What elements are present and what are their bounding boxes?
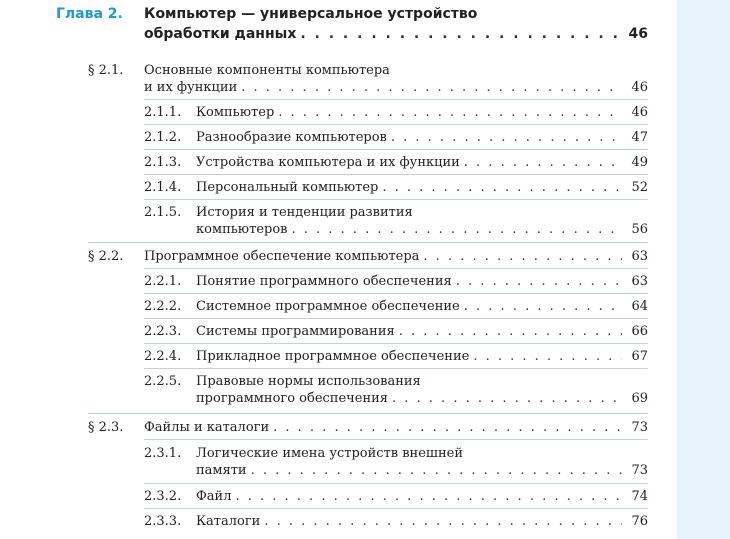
subsection-title: Устройства компьютера и их функции	[196, 155, 460, 170]
subsection-number: 2.2.5.	[144, 374, 182, 389]
row-divider	[144, 199, 648, 200]
subsection-page: 67	[631, 349, 648, 364]
toc-subsection[interactable]	[144, 298, 648, 315]
section-page: 46	[631, 80, 648, 95]
row-divider	[144, 149, 648, 150]
leader-dots	[392, 390, 622, 407]
leader-dots	[456, 273, 622, 290]
leader-dots	[464, 154, 622, 171]
subsection-number: 2.1.5.	[144, 205, 182, 220]
leader-dots	[464, 298, 622, 315]
subsection-title: Понятие программного обеспечения	[196, 274, 452, 289]
leader-dots	[382, 179, 622, 196]
section-page: 73	[631, 420, 648, 435]
chapter-title-cont: обработки данных	[144, 26, 297, 42]
section-number: § 2.2.	[88, 249, 124, 264]
row-divider	[88, 413, 648, 414]
leader-dots	[391, 129, 622, 146]
row-divider	[144, 483, 648, 484]
subsection-page: 49	[631, 155, 648, 170]
row-divider	[144, 368, 648, 369]
subsection-title: Прикладное программное обеспечение	[196, 349, 470, 364]
section-title: Основные компоненты компьютера	[144, 63, 390, 78]
subsection-page: 63	[631, 274, 648, 289]
toc-subsection[interactable]	[144, 373, 648, 407]
subsection-title: Логические имена устройств внешней	[196, 446, 463, 461]
toc-subsection[interactable]	[144, 204, 648, 238]
subsection-page: 76	[631, 514, 648, 529]
leader-dots	[473, 348, 622, 365]
leader-dots	[235, 488, 622, 505]
section-title: Программное обеспечение компьютера	[144, 249, 420, 264]
subsection-title: Правовые нормы использования	[196, 374, 421, 389]
leader-dots	[273, 419, 622, 436]
subsection-number: 2.2.2.	[144, 299, 182, 314]
toc-subsection[interactable]	[144, 179, 648, 196]
subsection-title: История и тенденции развития	[196, 205, 413, 220]
subsection-title-cont: компьютеров	[196, 222, 288, 237]
subsection-title-cont: памяти	[196, 463, 247, 478]
leader-dots	[278, 104, 622, 121]
toc-section[interactable]	[88, 248, 648, 265]
toc-section[interactable]	[88, 419, 648, 436]
row-divider	[144, 99, 648, 100]
section-title: Файлы и каталоги	[144, 420, 270, 435]
leader-dots	[251, 462, 622, 479]
row-divider	[144, 439, 648, 440]
subsection-number: 2.1.4.	[144, 180, 182, 195]
subsection-page: 56	[631, 222, 648, 237]
subsection-number: 2.3.2.	[144, 489, 182, 504]
toc-subsection[interactable]	[144, 348, 648, 365]
leader-dots	[423, 248, 622, 265]
section-number: § 2.1.	[88, 63, 124, 78]
subsection-page: 69	[631, 391, 648, 406]
row-divider	[144, 124, 648, 125]
row-divider	[144, 318, 648, 319]
toc-subsection[interactable]	[144, 154, 648, 171]
subsection-page: 73	[631, 463, 648, 478]
subsection-number: 2.1.2.	[144, 130, 182, 145]
chapter-page: 46	[628, 26, 648, 42]
toc-subsection[interactable]	[144, 104, 648, 121]
subsection-title: Файл	[196, 489, 232, 504]
chapter-heading	[56, 6, 648, 46]
toc-subsection[interactable]	[144, 273, 648, 290]
section-number: § 2.3.	[88, 420, 124, 435]
subsection-number: 2.3.1.	[144, 446, 182, 461]
toc-subsection[interactable]	[144, 445, 648, 479]
subsection-number: 2.1.1.	[144, 105, 182, 120]
leader-dots	[264, 513, 622, 530]
chapter-label: Глава 2.	[56, 6, 123, 22]
subsection-page: 64	[631, 299, 648, 314]
subsection-title: Компьютер	[196, 105, 275, 120]
leader-dots	[291, 221, 622, 238]
subsection-title: Разнообразие компьютеров	[196, 130, 387, 145]
row-divider	[144, 508, 648, 509]
row-divider	[144, 343, 648, 344]
subsection-page: 66	[631, 324, 648, 339]
leader-dots	[399, 323, 622, 340]
subsection-title-cont: программного обеспечения	[196, 391, 388, 406]
subsection-number: 2.2.4.	[144, 349, 182, 364]
chapter-title: Компьютер — универсальное устройство	[144, 6, 478, 22]
toc-subsection[interactable]	[144, 129, 648, 146]
row-divider	[144, 174, 648, 175]
toc-subsection[interactable]	[144, 323, 648, 340]
row-divider	[144, 293, 648, 294]
margin-panel	[677, 0, 730, 539]
leader-dots	[300, 26, 622, 42]
row-divider	[88, 242, 648, 243]
toc-section[interactable]	[88, 62, 648, 96]
subsection-title: Каталоги	[196, 514, 261, 529]
subsection-page: 46	[631, 105, 648, 120]
subsection-number: 2.3.3.	[144, 514, 182, 529]
section-page: 63	[631, 249, 648, 264]
subsection-number: 2.2.1.	[144, 274, 182, 289]
section-title-cont: и их функции	[144, 80, 238, 95]
row-divider	[144, 268, 648, 269]
subsection-number: 2.2.3.	[144, 324, 182, 339]
leader-dots	[241, 79, 622, 96]
subsection-page: 47	[631, 130, 648, 145]
subsection-title: Персональный компьютер	[196, 180, 379, 195]
subsection-title: Системное программное обеспечение	[196, 299, 460, 314]
toc-subsection[interactable]	[144, 513, 648, 530]
subsection-page: 74	[631, 489, 648, 504]
subsection-number: 2.1.3.	[144, 155, 182, 170]
subsection-title: Системы программирования	[196, 324, 395, 339]
toc-subsection[interactable]	[144, 488, 648, 505]
subsection-page: 52	[631, 180, 648, 195]
